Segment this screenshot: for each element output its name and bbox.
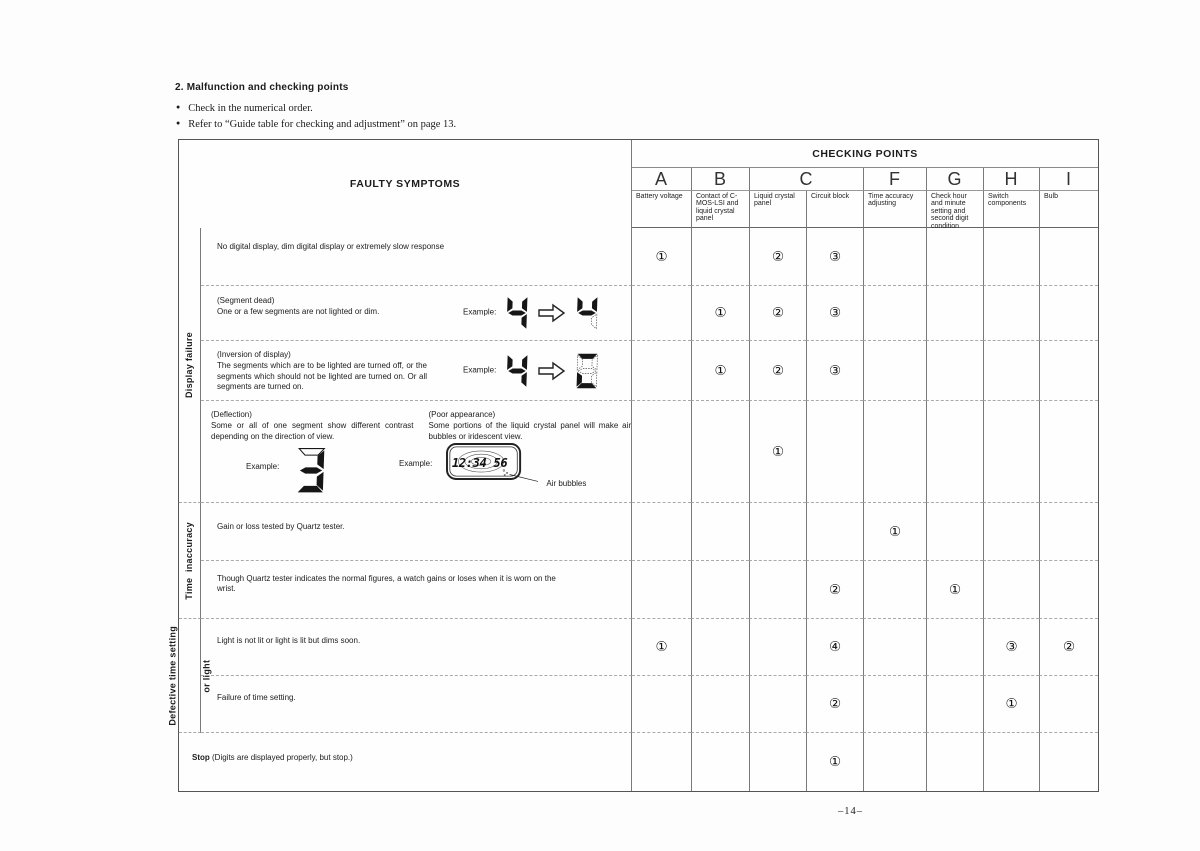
check-cell-F-row1 bbox=[863, 228, 926, 286]
circled-number: ① bbox=[888, 523, 902, 539]
check-cell-G-row1 bbox=[926, 228, 983, 286]
check-cell-H-row5 bbox=[983, 503, 1039, 561]
symptom-text: (Segment dead) One or a few segments are not lighted or dim. bbox=[217, 296, 380, 317]
circled-number: ③ bbox=[828, 362, 842, 378]
column-letter-A: A bbox=[632, 168, 691, 191]
symptom-inversion-of-display bbox=[201, 341, 632, 401]
symptom-text: Failure of time setting. bbox=[217, 693, 296, 702]
bullet-icon: ● bbox=[176, 103, 181, 111]
circled-number: ② bbox=[1062, 639, 1076, 654]
check-cell-C2-row1 bbox=[806, 228, 863, 286]
symptom-no-digital-display bbox=[201, 228, 632, 286]
check-cell-C1-row9 bbox=[749, 733, 806, 791]
check-cell-A-row7 bbox=[632, 619, 691, 676]
poor-appearance-text-block: (Poor appearance) Some portions of the liquid crystal panel will make air bubbles or iridescent view. bbox=[428, 410, 631, 441]
bullet-item bbox=[176, 117, 456, 133]
check-cell-B-row9 bbox=[691, 733, 749, 791]
column-desc-cmos-contact: Contact of C-MOS-LSI and liquid crystal panel bbox=[691, 191, 749, 228]
check-cell-C2-row7 bbox=[806, 619, 863, 676]
inversion-example: Example: bbox=[463, 352, 598, 389]
check-cell-B-row2 bbox=[691, 286, 749, 341]
column-letter-B: B bbox=[691, 168, 749, 191]
check-cell-I-row7 bbox=[1039, 619, 1098, 676]
poor-appearance-example: Example: 12:34 56 Air bubbles bbox=[399, 442, 586, 489]
check-cell-B-row8 bbox=[691, 676, 749, 733]
check-cell-F-row4 bbox=[863, 401, 926, 503]
check-cell-C1-row1 bbox=[749, 228, 806, 286]
check-cell-A-row4 bbox=[632, 401, 691, 503]
check-cell-G-row3 bbox=[926, 341, 983, 401]
arrow-right-icon bbox=[538, 304, 566, 323]
segment-dead-example: Example: bbox=[463, 295, 598, 332]
column-desc-time-accuracy: Time accuracy adjusting bbox=[863, 191, 926, 228]
bullet-text: Check in the numerical order. bbox=[188, 103, 313, 114]
check-cell-C1-row3 bbox=[749, 341, 806, 401]
check-cell-C2-row2 bbox=[806, 286, 863, 341]
faulty-symptoms-header: FAULTY SYMPTOMS bbox=[179, 140, 632, 228]
check-cell-A-row2 bbox=[632, 286, 691, 341]
check-cell-A-row5 bbox=[632, 503, 691, 561]
check-cell-B-row4 bbox=[691, 401, 749, 503]
symptom-text: Gain or loss tested by Quartz tester. bbox=[217, 522, 345, 531]
check-cell-C1-row7 bbox=[749, 619, 806, 676]
circled-number: ① bbox=[714, 305, 727, 320]
bullet-list bbox=[176, 101, 456, 133]
symptom-text: (Digits are displayed properly, but stop.) bbox=[212, 753, 353, 762]
page-number: –14– bbox=[838, 806, 863, 817]
check-cell-I-row2 bbox=[1039, 286, 1098, 341]
check-cell-B-row3 bbox=[691, 341, 749, 401]
check-cell-G-row8 bbox=[926, 676, 983, 733]
symptom-gain-or-loss bbox=[201, 503, 632, 561]
symptom-light-not-lit bbox=[201, 619, 632, 676]
check-cell-F-row8 bbox=[863, 676, 926, 733]
check-cell-G-row6 bbox=[926, 561, 983, 619]
check-cell-C2-row4 bbox=[806, 401, 863, 503]
sevenseg-digit-inverted-icon bbox=[576, 352, 598, 389]
check-cell-I-row6 bbox=[1039, 561, 1098, 619]
group-label: Defective time setting or light bbox=[167, 625, 211, 726]
check-cell-F-row6 bbox=[863, 561, 926, 619]
check-cell-B-row5 bbox=[691, 503, 749, 561]
circled-number: ① bbox=[1005, 696, 1018, 711]
lcd-time-text: 12:34 56 bbox=[452, 456, 508, 471]
column-desc-liquid-crystal-panel: Liquid crystal panel bbox=[749, 191, 806, 228]
check-cell-F-row9 bbox=[863, 733, 926, 791]
circled-number: ② bbox=[771, 362, 785, 378]
check-cell-B-row1 bbox=[691, 228, 749, 286]
circled-number: ② bbox=[828, 581, 842, 597]
check-cell-H-row1 bbox=[983, 228, 1039, 286]
column-desc-switch-components: Switch components bbox=[983, 191, 1039, 228]
column-desc-check-hour: Check hour and minute setting and second digit condition bbox=[926, 191, 983, 228]
check-cell-F-row5 bbox=[863, 503, 926, 561]
lcd-watch-display-icon bbox=[445, 442, 527, 481]
column-desc-bulb: Bulb bbox=[1039, 191, 1098, 228]
group-defective-time-setting bbox=[167, 619, 211, 733]
sevenseg-digit-4-dead-segment-icon bbox=[576, 295, 598, 332]
sevenseg-digit-4-icon bbox=[506, 295, 528, 332]
check-cell-G-row9 bbox=[926, 733, 983, 791]
check-cell-C2-row9 bbox=[806, 733, 863, 791]
check-cell-C2-row8 bbox=[806, 676, 863, 733]
symptom-stop bbox=[179, 733, 632, 791]
column-letter-F: F bbox=[863, 168, 926, 191]
bullet-text: Refer to “Guide table for checking and adjustment” on page 13. bbox=[188, 119, 457, 130]
column-desc-circuit-block: Circuit block bbox=[806, 191, 863, 228]
stop-label: Stop bbox=[192, 753, 210, 762]
check-cell-H-row6 bbox=[983, 561, 1039, 619]
check-cell-G-row5 bbox=[926, 503, 983, 561]
circled-number: ④ bbox=[828, 639, 842, 654]
circled-number: ① bbox=[828, 754, 842, 769]
check-cell-I-row3 bbox=[1039, 341, 1098, 401]
check-cell-G-row7 bbox=[926, 619, 983, 676]
bullet-icon: ● bbox=[176, 119, 181, 127]
column-letter-G: G bbox=[926, 168, 983, 191]
symptom-segment-dead bbox=[201, 286, 632, 341]
check-cell-A-row8 bbox=[632, 676, 691, 733]
circled-number: ① bbox=[948, 581, 962, 597]
check-cell-C2-row6 bbox=[806, 561, 863, 619]
group-time-inaccuracy bbox=[179, 503, 201, 619]
column-letter-I: I bbox=[1039, 168, 1098, 191]
checking-points-header: CHECKING POINTS bbox=[632, 140, 1098, 168]
check-cell-A-row1 bbox=[632, 228, 691, 286]
check-cell-B-row7 bbox=[691, 619, 749, 676]
check-cell-H-row9 bbox=[983, 733, 1039, 791]
malfunction-checking-table bbox=[167, 139, 1099, 792]
check-cell-G-row2 bbox=[926, 286, 983, 341]
symptom-text: No digital display, dim digital display or extremely slow response bbox=[217, 242, 445, 251]
check-cell-I-row9 bbox=[1039, 733, 1098, 791]
check-cell-I-row8 bbox=[1039, 676, 1098, 733]
check-cell-F-row3 bbox=[863, 341, 926, 401]
check-cell-G-row4 bbox=[926, 401, 983, 503]
check-cell-C1-row8 bbox=[749, 676, 806, 733]
check-cell-H-row2 bbox=[983, 286, 1039, 341]
check-cell-A-row9 bbox=[632, 733, 691, 791]
check-cell-I-row4 bbox=[1039, 401, 1098, 503]
circled-number: ① bbox=[771, 443, 785, 459]
check-cell-H-row8 bbox=[983, 676, 1039, 733]
check-cell-H-row3 bbox=[983, 341, 1039, 401]
circled-number: ② bbox=[771, 305, 785, 320]
bullet-item bbox=[176, 101, 456, 117]
check-cell-C1-row6 bbox=[749, 561, 806, 619]
check-cell-C1-row5 bbox=[749, 503, 806, 561]
check-cell-C1-row4 bbox=[749, 401, 806, 503]
sevenseg-digit-4-icon bbox=[506, 352, 528, 389]
check-cell-I-row1 bbox=[1039, 228, 1098, 286]
deflection-text-block: (Deflection) Some or all of one segment show different contrast depending on the direction of view. bbox=[211, 410, 414, 441]
circled-number: ③ bbox=[1005, 639, 1018, 654]
symptom-text: Though Quartz tester indicates the normal figures, a watch gains or loses when it is worn on the wrist. bbox=[217, 574, 556, 594]
check-cell-C2-row5 bbox=[806, 503, 863, 561]
section-title: 2. Malfunction and checking points bbox=[175, 82, 349, 93]
check-cell-F-row7 bbox=[863, 619, 926, 676]
circled-number: ② bbox=[828, 696, 842, 711]
symptom-text: Light is not lit or light is lit but dims soon. bbox=[217, 636, 361, 645]
group-display-failure bbox=[179, 228, 201, 503]
check-cell-H-row4 bbox=[983, 401, 1039, 503]
deflection-example: Example: bbox=[246, 447, 325, 494]
check-cell-A-row3 bbox=[632, 341, 691, 401]
column-desc-battery-voltage: Battery voltage bbox=[632, 191, 691, 228]
check-cell-C2-row3 bbox=[806, 341, 863, 401]
circled-number: ② bbox=[771, 248, 785, 264]
check-cell-A-row6 bbox=[632, 561, 691, 619]
check-cell-B-row6 bbox=[691, 561, 749, 619]
group-label: Time inaccuracy bbox=[183, 521, 194, 600]
check-cell-H-row7 bbox=[983, 619, 1039, 676]
circled-number: ① bbox=[655, 639, 668, 654]
circled-number: ① bbox=[655, 248, 668, 264]
group-label: Display failure bbox=[183, 331, 194, 399]
arrow-right-icon bbox=[538, 361, 566, 380]
circled-number: ③ bbox=[828, 305, 842, 320]
column-letter-H: H bbox=[983, 168, 1039, 191]
check-cell-F-row2 bbox=[863, 286, 926, 341]
symptom-gains-on-wrist bbox=[201, 561, 632, 619]
check-cell-I-row5 bbox=[1039, 503, 1098, 561]
check-cell-C1-row2 bbox=[749, 286, 806, 341]
sevenseg-digit-3-deflection-icon bbox=[297, 447, 325, 494]
column-letter-C: C bbox=[749, 168, 863, 191]
symptom-failure-time-setting bbox=[201, 676, 632, 733]
air-bubbles-annotation: Air bubbles bbox=[546, 479, 587, 488]
symptom-deflection-poor-appearance bbox=[201, 401, 632, 503]
circled-number: ③ bbox=[828, 248, 842, 264]
symptom-text: (Inversion of display) The segments which are to be lighted are turned off, or the segments which should not be lighted are turned on. Or all segments are turned on. bbox=[217, 350, 427, 392]
circled-number: ① bbox=[714, 362, 727, 378]
